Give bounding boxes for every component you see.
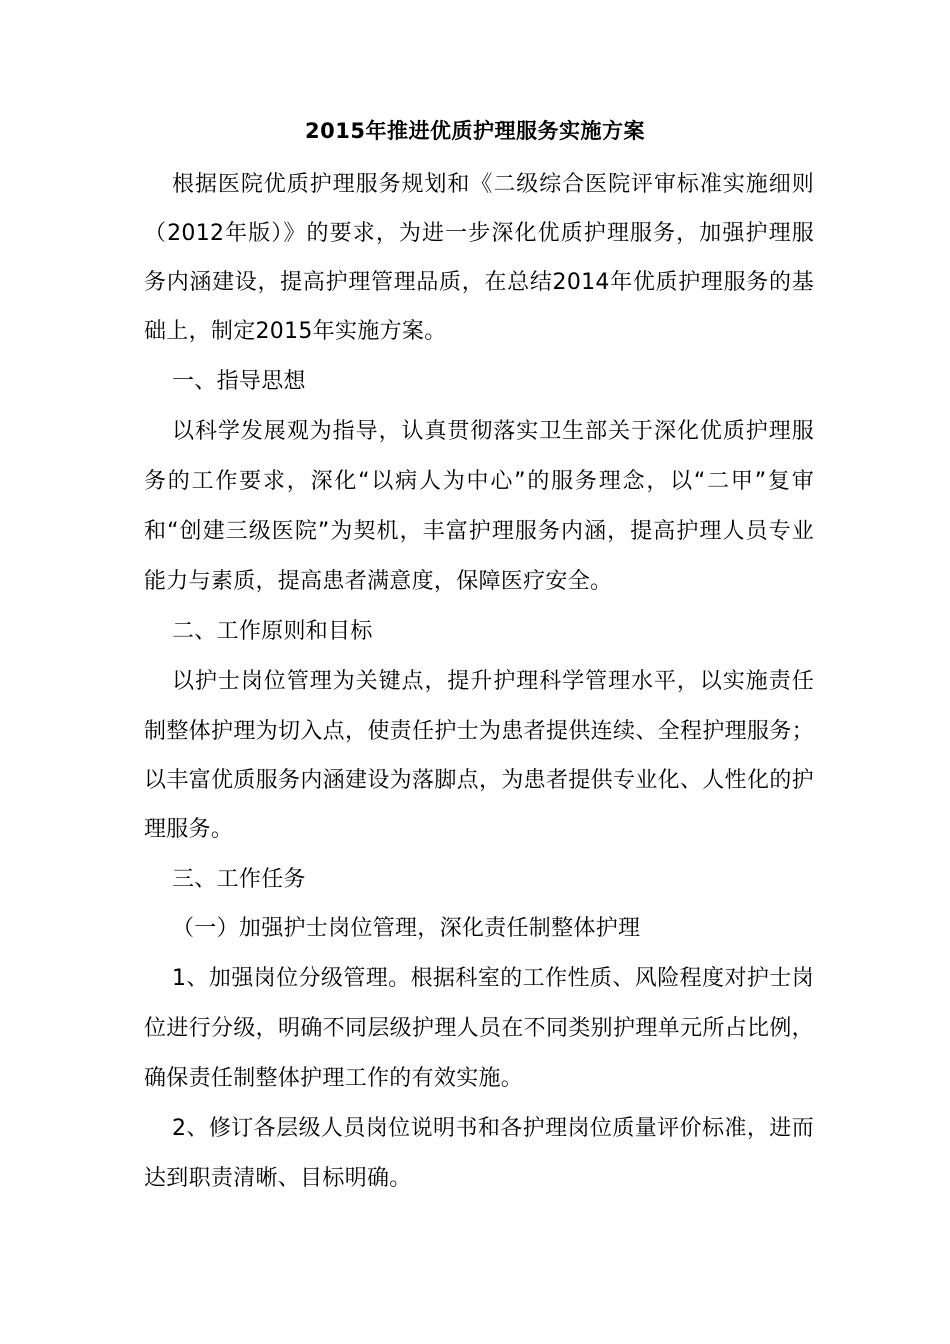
- paragraph-line: 和“创建三级医院”为契机，丰富护理服务内涵，提高护理人员专业: [144, 519, 814, 544]
- paragraph-line: 务的工作要求，深化“以病人为中心”的服务理念，以“二甲”复审: [144, 469, 814, 494]
- paragraph-line: 确保责任制整体护理工作的有效实施。: [144, 1066, 524, 1091]
- paragraph-line: 2、修订各层级人员岗位说明书和各护理岗位质量评价标准，进而: [172, 1116, 814, 1141]
- paragraph-line: 以丰富优质服务内涵建设为落脚点，为患者提供专业化、人性化的护: [144, 768, 814, 793]
- paragraph-line: 达到职责清晰、目标明确。: [144, 1166, 412, 1191]
- section-heading: 三、工作任务: [172, 867, 306, 892]
- paragraph-line: （2012年版）》的要求，为进一步深化优质护理服务，加强护理服: [144, 221, 814, 246]
- section-heading: 二、工作原则和目标: [172, 619, 373, 644]
- paragraph-line: 以护士岗位管理为关键点，提升护理科学管理水平，以实施责任: [172, 669, 814, 694]
- paragraph-line: 制整体护理为切入点，使责任护士为患者提供连续、全程护理服务；: [144, 719, 814, 744]
- paragraph-line: 以科学发展观为指导，认真贯彻落实卫生部关于深化优质护理服: [172, 419, 814, 444]
- paragraph-line: 务内涵建设，提高护理管理品质，在总结2014年优质护理服务的基: [144, 270, 814, 295]
- section-heading: 一、指导思想: [172, 369, 306, 394]
- paragraph-line: 能力与素质，提高患者满意度，保障医疗安全。: [144, 569, 613, 594]
- document-title: 2015年推进优质护理服务实施方案: [305, 119, 645, 143]
- paragraph-line: 根据医院优质护理服务规划和《二级综合医院评审标准实施细则: [172, 172, 814, 197]
- paragraph-line: 础上，制定2015年实施方案。: [144, 319, 447, 344]
- paragraph-line: 1、加强岗位分级管理。根据科室的工作性质、风险程度对护士岗: [172, 966, 814, 991]
- subsection-heading: （一）加强护士岗位管理，深化责任制整体护理: [172, 916, 641, 941]
- paragraph-line: 位进行分级，明确不同层级护理人员在不同类别护理单元所占比例，: [144, 1016, 814, 1041]
- paragraph-line: 理服务。: [144, 817, 234, 842]
